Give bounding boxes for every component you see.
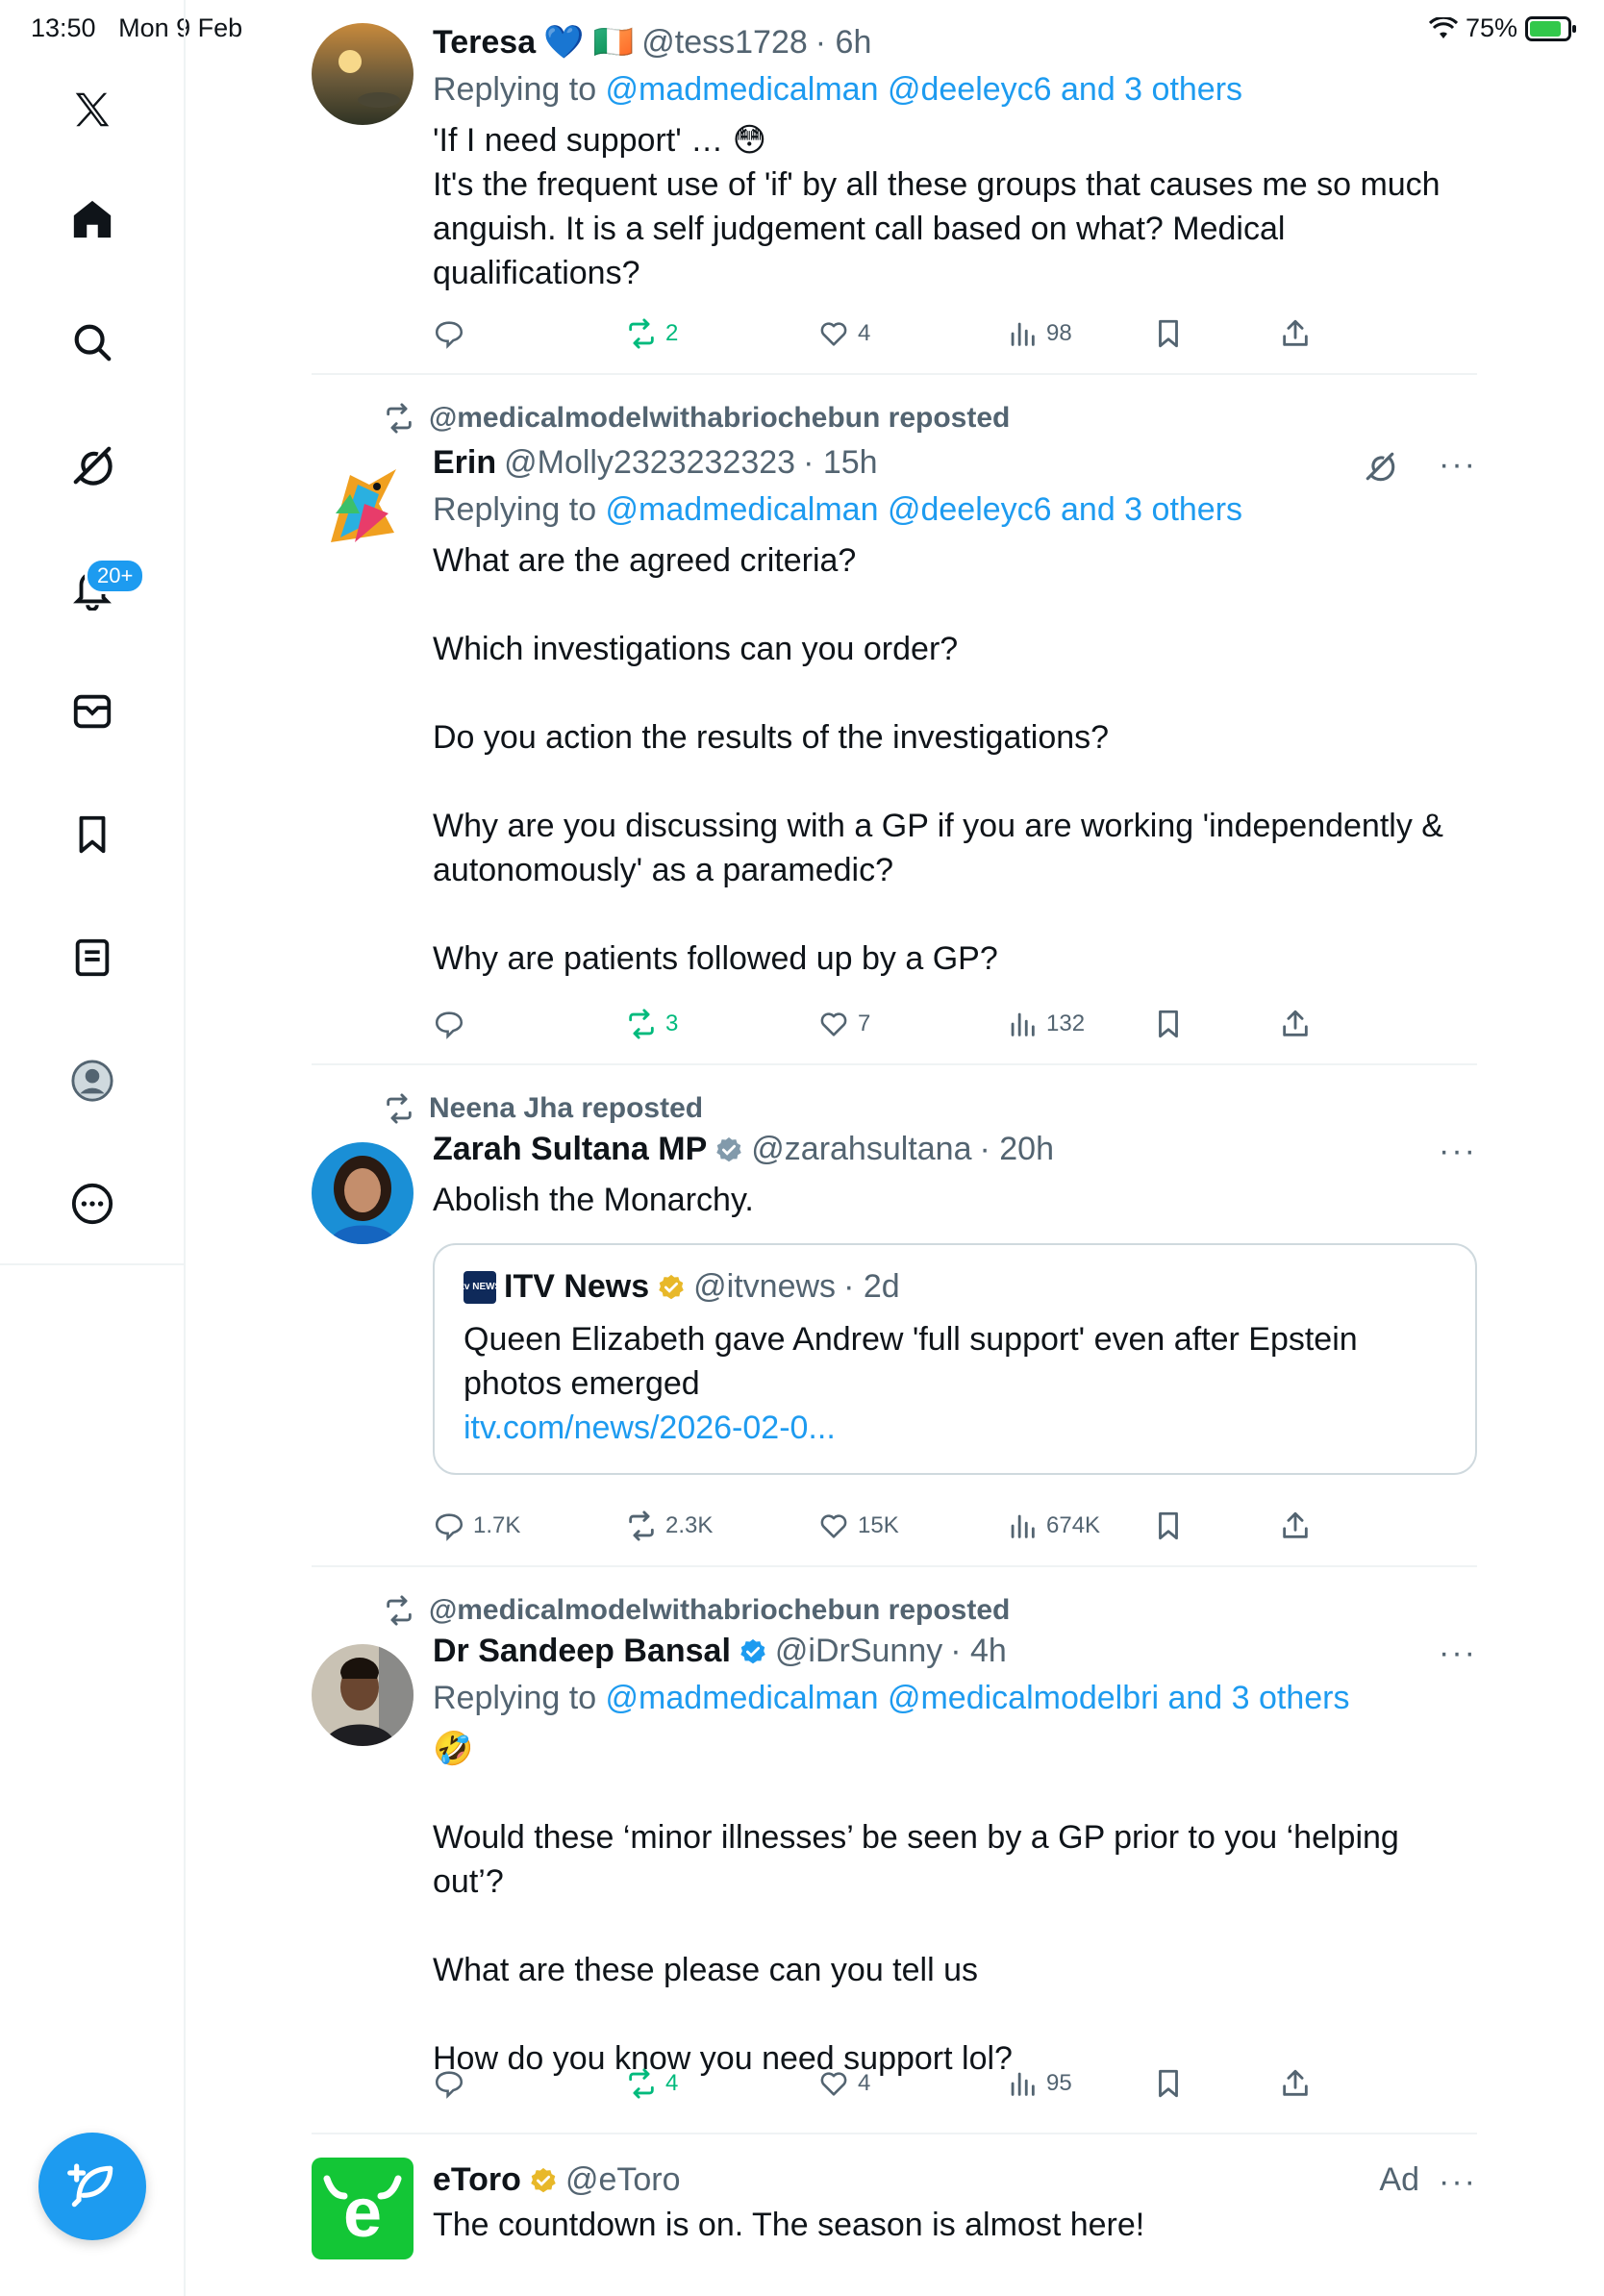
tweet-time[interactable]: · 15h [803, 444, 878, 481]
views-icon [1006, 1008, 1039, 1040]
grok-icon[interactable] [65, 438, 119, 492]
views-icon [1006, 317, 1039, 350]
tweet-divider [312, 373, 1477, 375]
author-name[interactable]: Zarah Sultana MP [433, 1131, 708, 1167]
repost-context [383, 1594, 1010, 1627]
repost-by[interactable]: @medicalmodelwithabriochebun reposted [429, 1594, 1011, 1626]
share-button[interactable] [1279, 2067, 1312, 2100]
like-button[interactable] [817, 1008, 870, 1040]
like-count: 4 [858, 2070, 871, 2096]
grok-explain-button[interactable] [1364, 450, 1396, 487]
author-handle[interactable]: @zarahsultana [751, 1131, 972, 1167]
more-options-button[interactable]: ··· [1439, 1635, 1477, 1671]
repost-context [383, 402, 1010, 435]
tweet-time[interactable]: · 4h [950, 1633, 1007, 1669]
compose-button[interactable] [38, 2133, 146, 2240]
home-icon[interactable] [65, 192, 119, 246]
share-button[interactable] [1279, 1510, 1312, 1542]
more-options-button[interactable]: ··· [1439, 1133, 1477, 1169]
replying-prefix: Replying to [433, 1680, 606, 1716]
bookmark-button[interactable] [1152, 1008, 1185, 1040]
repost-icon [383, 1092, 415, 1125]
itv-logo: itv NEWS [464, 1271, 496, 1304]
author-handle[interactable]: @iDrSunny [774, 1633, 943, 1669]
author-name[interactable]: Erin [433, 444, 497, 481]
views-button[interactable] [1006, 317, 1072, 350]
heart-icon [817, 2067, 850, 2100]
like-button[interactable] [817, 2067, 870, 2100]
compose-icon [65, 2159, 119, 2213]
like-count: 7 [858, 1011, 871, 1036]
quote-link[interactable]: itv.com/news/2026-02-0... [464, 1410, 836, 1446]
repost-icon [625, 317, 658, 350]
share-icon [1279, 1008, 1312, 1040]
replying-links[interactable]: @madmedicalman @deeleyc6 and 3 others [605, 491, 1243, 528]
view-count: 98 [1046, 320, 1072, 346]
svg-text:e: e [342, 2175, 383, 2252]
repost-context [383, 1092, 703, 1125]
like-count: 4 [858, 320, 871, 346]
quote-author-name: ITV News [504, 1268, 650, 1305]
views-icon [1006, 2067, 1039, 2100]
replying-links[interactable]: @madmedicalman @medicalmodelbri and 3 others [605, 1680, 1350, 1716]
replying-prefix: Replying to [433, 491, 606, 528]
repost-count: 2.3K [665, 1512, 714, 1538]
heart-icon [817, 1510, 850, 1542]
views-icon [1006, 1510, 1039, 1542]
verified-blue-icon [739, 1637, 767, 1666]
status-time: 13:50 [31, 13, 96, 42]
tweet-actions [433, 1510, 1375, 1552]
share-icon [1279, 1510, 1312, 1542]
repost-icon [625, 1510, 658, 1542]
tweet-text: 🤣 Would these ‘minor illnesses’ be seen by a GP prior to you ‘helping out’? What are these please can you tell us How do you know you need support lol? [433, 1731, 1399, 2077]
repost-by[interactable]: Neena Jha reposted [429, 1092, 704, 1124]
tweet-divider [312, 2133, 1477, 2134]
verified-grey-icon [714, 1136, 743, 1164]
ad-label: Ad [1379, 2161, 1419, 2198]
author-emoji: 💙 🇮🇪 [543, 24, 635, 61]
quote-author-handle: @itvnews [693, 1268, 837, 1305]
share-button[interactable] [1279, 1008, 1312, 1040]
bookmark-icon [1152, 1510, 1185, 1542]
share-icon [1279, 2067, 1312, 2100]
quote-time: · 2d [843, 1268, 900, 1305]
reply-icon [433, 2067, 465, 2100]
sidebar-divider [0, 1263, 186, 1265]
bookmark-button[interactable] [1152, 1510, 1185, 1542]
bookmarks-icon[interactable] [65, 808, 119, 861]
avatar[interactable] [312, 456, 414, 558]
author-handle[interactable]: @eToro [564, 2161, 681, 2198]
tweet-time[interactable]: · 6h [815, 23, 872, 61]
views-button[interactable] [1006, 2067, 1072, 2100]
repost-button[interactable] [625, 317, 678, 350]
avatar[interactable] [312, 2158, 414, 2259]
profile-icon[interactable] [65, 1054, 119, 1108]
battery-percent: 75% [1465, 13, 1517, 42]
more-icon[interactable] [65, 1177, 119, 1231]
search-icon[interactable] [65, 315, 119, 369]
bookmark-icon [1152, 1008, 1185, 1040]
repost-button[interactable] [625, 2067, 678, 2100]
views-button[interactable] [1006, 1008, 1085, 1040]
reply-count: 1.7K [473, 1512, 521, 1538]
tweet-actions [433, 2067, 1375, 2109]
tweet-actions [433, 317, 1375, 360]
avatar[interactable] [312, 1142, 414, 1244]
replying-prefix: Replying to [433, 71, 606, 108]
notifications-badge: 20+ [85, 558, 145, 594]
tweet-text: What are the agreed criteria? Which investigations can you order? Do you action the results of the investigations? Why are you discussing with a GP if you are working 'independently & autonomously' as a paramedic? Why are patients followed up by a GP? [433, 542, 1443, 977]
repost-count: 2 [665, 320, 679, 346]
quoted-tweet[interactable] [433, 1243, 1477, 1475]
tweet-text: Abolish the Monarchy. [433, 1182, 754, 1218]
bookmark-button[interactable] [1152, 2067, 1185, 2100]
repost-icon [625, 1008, 658, 1040]
author-name[interactable]: Teresa [433, 23, 537, 61]
author-handle[interactable]: @Molly2323232323 [504, 444, 796, 481]
replying-links[interactable]: @madmedicalman @deeleyc6 and 3 others [605, 71, 1243, 108]
share-icon [1279, 317, 1312, 350]
repost-count: 4 [665, 2070, 679, 2096]
bookmark-icon [1152, 317, 1185, 350]
tweet-divider [312, 1565, 1477, 1567]
tweet-time[interactable]: · 20h [979, 1131, 1054, 1167]
repost-icon [383, 402, 415, 435]
status-date: Mon 9 Feb [118, 13, 243, 42]
verified-gold-icon [657, 1273, 686, 1302]
like-button[interactable] [817, 317, 870, 350]
repost-button[interactable] [625, 1510, 713, 1542]
repost-count: 3 [665, 1011, 679, 1036]
reply-icon [433, 1008, 465, 1040]
view-count: 132 [1046, 1011, 1086, 1036]
views-button[interactable] [1006, 1510, 1100, 1542]
reply-icon [433, 317, 465, 350]
bookmark-button[interactable] [1152, 317, 1185, 350]
reply-button[interactable] [433, 2067, 473, 2100]
avatar[interactable] [312, 1644, 414, 1746]
view-count: 674K [1046, 1512, 1101, 1538]
battery-icon [1525, 16, 1571, 41]
verified-gold-icon [529, 2166, 558, 2195]
avatar[interactable] [312, 23, 414, 125]
reply-icon [433, 1510, 465, 1542]
tweet-actions [433, 1008, 1375, 1050]
like-button[interactable] [817, 1510, 899, 1542]
messages-icon[interactable] [65, 685, 119, 738]
more-options-button[interactable]: ··· [1439, 446, 1477, 483]
repost-icon [383, 1594, 415, 1627]
battery-fill [1530, 21, 1561, 37]
more-options-button[interactable]: ··· [1439, 2163, 1477, 2200]
tweet-divider [312, 1063, 1477, 1065]
replying-to [433, 491, 1477, 529]
repost-button[interactable] [625, 1008, 678, 1040]
tweet-text: The countdown is on. The season is almost here! [433, 2207, 1145, 2243]
repost-by[interactable]: @medicalmodelwithabriochebun reposted [429, 402, 1011, 434]
grok-icon [1364, 450, 1396, 483]
like-count: 15K [858, 1512, 899, 1538]
repost-icon [625, 2067, 658, 2100]
author-name[interactable]: Dr Sandeep Bansal [433, 1633, 731, 1669]
bookmark-icon [1152, 2067, 1185, 2100]
tweet-text: 'If I need support' … 😳 It's the frequent use of 'if' by all these groups that causes me so much anguish. It is a self judgement call based on what? Medical qualifications? [433, 122, 1441, 291]
heart-icon [817, 1008, 850, 1040]
x-logo-icon[interactable] [65, 83, 119, 137]
view-count: 95 [1046, 2070, 1072, 2096]
replying-to [433, 71, 1477, 109]
author-name[interactable]: eToro [433, 2161, 521, 2198]
reply-button[interactable] [433, 1008, 473, 1040]
lists-icon[interactable] [65, 931, 119, 985]
share-button[interactable] [1279, 317, 1312, 350]
author-handle[interactable]: @tess1728 [641, 23, 808, 61]
quote-text: Queen Elizabeth gave Andrew 'full support' even after Epstein photos emerged [464, 1321, 1367, 1402]
reply-button[interactable] [433, 317, 473, 350]
heart-icon [817, 317, 850, 350]
reply-button[interactable] [433, 1510, 520, 1542]
replying-to [433, 1680, 1477, 1717]
sidebar [0, 0, 186, 2296]
